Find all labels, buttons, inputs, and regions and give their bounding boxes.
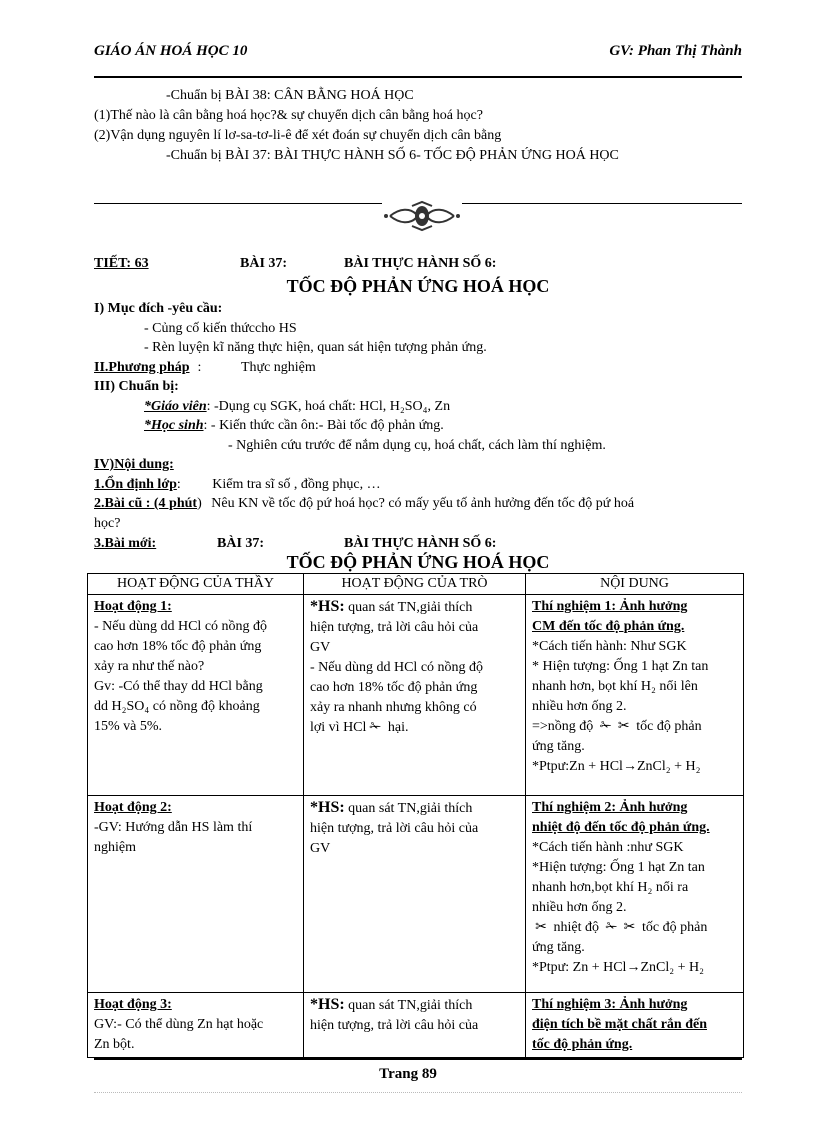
decrease-symbol-icon: ✁	[369, 720, 382, 735]
ornament-divider-icon	[382, 200, 462, 232]
item-class-check: 1.Ổn định lớp: Kiểm tra sĩ số , đồng phục, …	[94, 476, 381, 492]
section-method: II.Phương pháp : Thực nghiệm	[94, 359, 316, 375]
item-old-lesson: 2.Bài cũ : (4 phút) Nêu KN về tốc độ pứ hoá học? có mấy yếu tố ảnh hưởng đến tốc độ pứ hoá	[94, 496, 635, 511]
section-preparation-heading: III) Chuẩn bị:	[94, 379, 179, 394]
prep-line: (2)Vận dụng nguyên lí lơ-sa-tơ-li-ê để xét đoán sự chuyển dịch cân bằng	[94, 128, 502, 143]
teacher-cell: Hoạt động 3: GV:- Có thể dùng Zn hạt hoặc Zn bột.	[88, 993, 304, 1058]
lesson-name: BÀI THỰC HÀNH SỐ 6:	[344, 256, 497, 271]
new-lesson-name: BÀI THỰC HÀNH SỐ 6:	[344, 536, 497, 551]
objective-item: - Củng cố kiến thứccho HS	[144, 320, 297, 336]
student-cell: *HS: quan sát TN,giải thích hiện tượng, trả lời câu hỏi của	[304, 993, 526, 1058]
increase-symbol-icon: ✂	[535, 920, 547, 935]
prep-student: *Học sinh: - Kiến thức cần ôn:- Bài tốc độ phản ứng.	[144, 418, 444, 433]
lesson-number: BÀI 37:	[240, 256, 288, 271]
increase-symbol-icon: ✂	[623, 920, 636, 935]
activity-table	[87, 573, 744, 1058]
student-cell: *HS: quan sát TN,giải thích hiện tượng, trả lời câu hỏi của GV - Nếu dùng dd HCl có nồng độ cao hơn 18% tốc độ phản ứng xảy ra nhanh nhưng không có lợi vì HCl ✁ hại.	[304, 595, 526, 796]
page-header	[94, 43, 742, 65]
table-row	[88, 993, 744, 1058]
lesson-body	[94, 299, 742, 533]
decrease-symbol-icon: ✁	[605, 920, 618, 935]
page-number: Trang 89	[379, 1066, 437, 1082]
prep-student-2: - Nghiên cứu trước để nắm dụng cụ, hoá chất, cách làm thí nghiệm.	[228, 437, 606, 453]
table-row	[88, 796, 744, 993]
method-value: Thực nghiệm	[240, 359, 316, 375]
teacher-cell: Hoạt động 1: - Nếu dùng dd HCl có nồng độ cao hơn 18% tốc độ phản ứng xảy ra như thế nào? Gv: -Có thể thay dd HCl bằng dd H₂SO₄ có nồng độ khoảng 15% và 5%.	[88, 595, 304, 796]
decrease-symbol-icon: ✁	[599, 719, 612, 734]
content-cell: Thí nghiệm 2: Ảnh hưởng nhiệt độ đến tốc độ phản ứng. *Cách tiến hành :như SGK *Hiện tượng: Ống 1 hạt Zn tan nhanh hơn,bọt khí H₂ nổi ra nhiều hơn ống 2. ✂ nhiệt độ ✁ ✂ tốc độ phản ứng tăng. *Ptpư: Zn + HCl→ZnCl₂ + H₂	[526, 796, 744, 993]
prep-line: (1)Thế nào là cân bằng hoá học?& sự chuyển dịch cân bằng hoá học?	[94, 108, 483, 123]
footer-dotted-rule	[94, 1092, 742, 1093]
column-header: HOẠT ĐỘNG CỦA THẦY	[88, 574, 304, 595]
new-lesson-label: 3.Bài mới:	[94, 536, 157, 551]
increase-symbol-icon: ✂	[617, 719, 630, 734]
header-right: GV: Phan Thị Thành	[609, 43, 742, 59]
column-header: NỘI DUNG	[526, 574, 744, 595]
content-cell: Thí nghiệm 1: Ảnh hưởng CM đến tốc độ phản ứng. *Cách tiến hành: Như SGK * Hiện tượng: Ống 1 hạt Zn tan nhanh hơn, bọt khí H₂ nổi lên nhiều hơn ống 2. =>nồng độ ✁ ✂ tốc độ phản ứng tăng. *Ptpư:Zn + HCl→ZnCl₂ + H₂	[526, 595, 744, 796]
arrow-right-icon: →	[622, 759, 637, 774]
section-objectives-heading: I) Mục đích -yêu cầu:	[94, 301, 223, 316]
preparation-notes	[94, 86, 742, 166]
prep-line: -Chuẩn bị BÀI 38: CÂN BẰNG HOÁ HỌC	[166, 88, 414, 103]
new-lesson-title: TỐC ĐỘ PHẢN ỨNG HOÁ HỌC	[286, 552, 550, 572]
header-left: GIÁO ÁN HOÁ HỌC 10	[94, 43, 248, 59]
prep-line: -Chuẩn bị BÀI 37: BÀI THỰC HÀNH SỐ 6- TỐC ĐỘ PHẢN ỨNG HOÁ HỌC	[166, 148, 619, 163]
table-header-row	[88, 574, 744, 595]
table-row	[88, 595, 744, 796]
header-rule	[94, 76, 742, 78]
section-content-heading: IV)Nội dung:	[94, 457, 174, 472]
objective-item: - Rèn luyện kĩ năng thực hiện, quan sát hiện tượng phản ứng.	[144, 340, 487, 355]
column-header: HOẠT ĐỘNG CỦA TRÒ	[304, 574, 526, 595]
prep-teacher: *Giáo viên: -Dụng cụ SGK, hoá chất: HCl, H₂SO₄, Zn	[144, 398, 451, 414]
teacher-cell: Hoạt động 2: -GV: Hướng dẫn HS làm thí nghiệm	[88, 796, 304, 993]
lesson-title: TỐC ĐỘ PHẢN ỨNG HOÁ HỌC	[286, 276, 550, 296]
new-lesson-number: BÀI 37:	[217, 536, 265, 551]
arrow-right-icon: →	[626, 960, 641, 975]
content-cell: Thí nghiệm 3: Ảnh hưởng điện tích bề mặt chất rắn đến tốc độ phản ứng.	[526, 993, 744, 1058]
item-old-lesson-cont: học?	[94, 515, 121, 531]
footer-rule	[94, 1058, 742, 1060]
student-cell: *HS: quan sát TN,giải thích hiện tượng, trả lời câu hỏi của GV	[304, 796, 526, 993]
lesson-period: TIẾT: 63	[94, 256, 149, 271]
method-heading: II.Phương pháp	[94, 359, 190, 375]
